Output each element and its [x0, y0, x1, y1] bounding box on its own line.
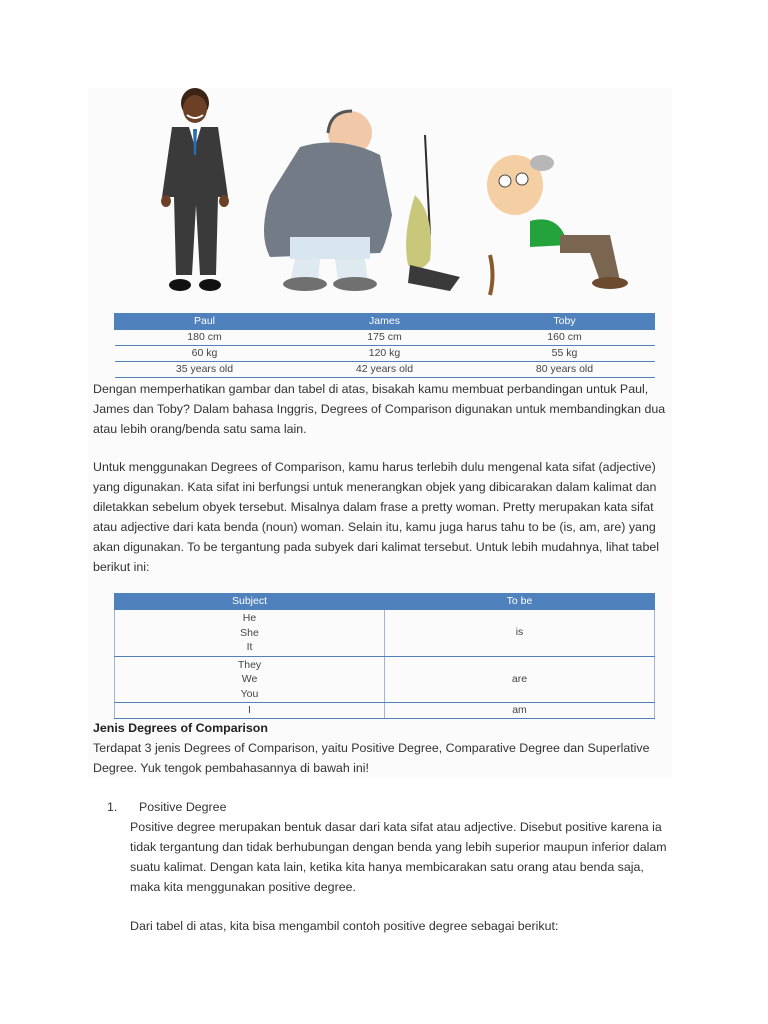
table-cell: 42 years old: [295, 362, 475, 378]
table-cell: 55 kg: [475, 346, 655, 362]
header-paul: Paul: [115, 314, 295, 330]
to-be-cell: are: [385, 656, 655, 703]
table-cell: 35 years old: [115, 362, 295, 378]
subject-we: We: [241, 673, 258, 685]
positive-degree-paragraph: Positive degree merupakan bentuk dasar dari kata sifat atau adjective. Disebut positive karena ia tidak tergantung dan tidak berhubungan dengan benda yang lebih superior maupun inferior dalam suatu kalimat. Dengan kata lain, ketika kita hanya membicarakan satu orang atau benda saja, maka kita menggunakan positive degree.: [130, 820, 667, 894]
table-cell: 180 cm: [115, 330, 295, 346]
header-subject: Subject: [115, 594, 385, 610]
to-be-cell: am: [385, 703, 655, 719]
intro-paragraph-1: Dengan memperhatikan gambar dan tabel di atas, bisakah kamu membuat perbandingan untuk Paul, James dan Toby? Dalam bahasa Inggris, Degrees of Comparison digunakan untuk membandingkan dua atau lebih orang/benda satu sama lain.: [93, 382, 666, 436]
types-paragraph: Terdapat 3 jenis Degrees of Comparison, yaitu Positive Degree, Comparative Degree dan Superlative Degree. Yuk tengok pembahasannya di bawah ini!: [93, 741, 650, 775]
subject-they: They: [237, 658, 262, 671]
toby-figure: [487, 155, 628, 295]
table-row: [115, 610, 655, 657]
people-comparison-table: [114, 313, 655, 378]
subject-it: It: [246, 641, 253, 653]
james-figure: [264, 111, 460, 291]
table-cell: 80 years old: [475, 362, 655, 378]
paul-figure: [161, 88, 229, 291]
table-cell: 175 cm: [295, 330, 475, 346]
subject-cell: [115, 610, 385, 657]
list-item-title: Positive Degree: [139, 800, 227, 814]
table-cell: 160 cm: [475, 330, 655, 346]
table-cell: 120 kg: [295, 346, 475, 362]
subject-she: She: [240, 626, 259, 639]
table-row: [115, 656, 655, 703]
section-heading: Jenis Degrees of Comparison: [93, 721, 268, 735]
table-row: [115, 703, 655, 719]
example-intro-paragraph: Dari tabel di atas, kita bisa mengambil contoh positive degree sebagai berikut:: [130, 919, 559, 933]
to-be-table: [114, 593, 655, 719]
subject-he: He: [242, 612, 257, 624]
table-row: [115, 330, 655, 346]
subject-i: I: [115, 703, 385, 719]
to-be-cell: is: [385, 610, 655, 657]
table-row: [115, 362, 655, 378]
table-cell: 60 kg: [115, 346, 295, 362]
table-row: [115, 346, 655, 362]
list-number: 1.: [107, 800, 118, 814]
subject-you: You: [240, 687, 259, 700]
header-james: James: [295, 314, 475, 330]
intro-paragraph-2: Untuk menggunakan Degrees of Comparison, kamu harus terlebih dulu mengenal kata sifat (adjective) yang digunakan. Kata sifat ini berfungsi untuk menerangkan objek yang dibicarakan dalam kalimat dan diletakkan sebelum obyek tersebut. Misalnya dalam frase a pretty woman. Pretty merupakan kata sifat atau adjective dari kata benda (noun) woman. Selain itu, kamu juga harus tahu to be (is, am, are) yang akan digunakan. To be tergantung pada subyek dari kalimat tersebut. Untuk lebih mudahnya, lihat tabel berikut ini:: [93, 460, 659, 574]
people-illustration: [90, 85, 670, 307]
header-to-be: To be: [385, 594, 655, 610]
header-toby: Toby: [475, 314, 655, 330]
subject-cell: [115, 656, 385, 703]
